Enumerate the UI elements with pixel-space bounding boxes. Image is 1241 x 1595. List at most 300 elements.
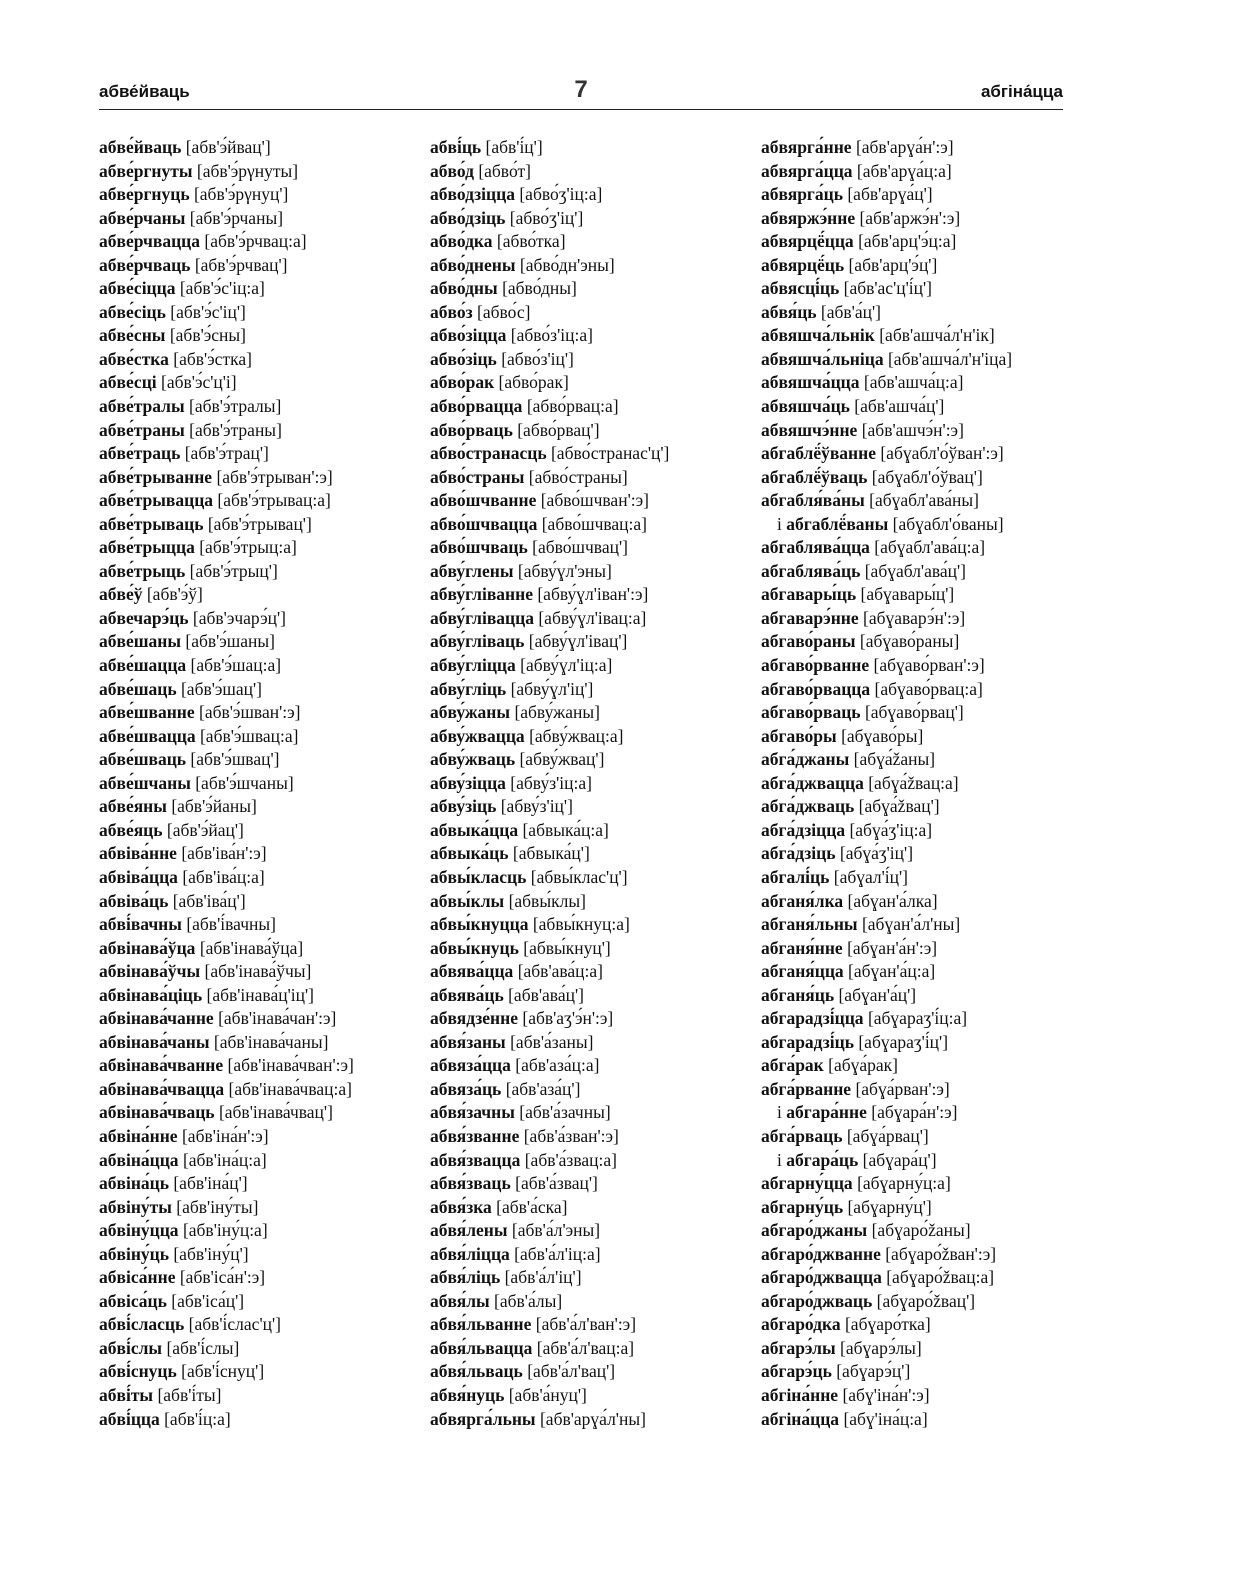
entry-transcription: [абв'інава́чан':э] <box>218 1008 337 1029</box>
entry-headword: абвінава́ўчы <box>99 961 201 982</box>
dictionary-entry <box>761 984 1071 1008</box>
entry-headword: абвяшча́льнік <box>761 325 875 346</box>
dictionary-entry <box>430 207 750 231</box>
entry-headword: абві́ць <box>430 137 482 157</box>
entry-headword: абве́шчаны <box>99 772 191 793</box>
entry-transcription: [абву́ɣл'іц'] <box>510 678 594 699</box>
entry-headword: абво́з <box>430 301 473 322</box>
entry-headword: абве́рчваць <box>99 254 191 275</box>
dictionary-entry <box>430 607 750 631</box>
entry-transcription: [абɣа́рван':э] <box>855 1078 950 1099</box>
dictionary-entry <box>430 701 750 725</box>
dictionary-entry <box>99 324 419 348</box>
dictionary-entry <box>99 136 419 160</box>
entry-headword: абгарэ́лы <box>761 1337 836 1358</box>
dictionary-entry <box>99 1149 419 1173</box>
entry-headword: абвіва́нне <box>99 843 177 864</box>
entry-transcription: [абво́с] <box>477 301 531 322</box>
entry-transcription: [абв'а́л'іц:а] <box>514 1243 601 1264</box>
entry-transcription: [абɣабл'ава́ны] <box>869 490 980 511</box>
entry-transcription: [абв'інава́чвац:а] <box>228 1078 352 1099</box>
dictionary-entry <box>99 842 419 866</box>
entry-transcription: [абɣарэ́ц'] <box>836 1361 911 1382</box>
dictionary-entry <box>761 230 1071 254</box>
dictionary-entry <box>430 301 750 325</box>
entry-headword: абвінава́чвацца <box>99 1078 225 1099</box>
entry-headword: абганя́ць <box>761 984 835 1005</box>
dictionary-entry <box>761 1290 1071 1314</box>
dictionary-entry <box>430 324 750 348</box>
header-right-guide-word: абгіна́цца <box>980 82 1063 101</box>
entry-transcription: [абву́жвац:а] <box>529 725 624 746</box>
dictionary-entry <box>99 1360 419 1384</box>
entry-headword: абгаро́джаны <box>761 1220 868 1241</box>
dictionary-entry <box>99 1172 419 1196</box>
entry-headword: абвярцё́цца <box>761 231 854 252</box>
entry-transcription: [абɣарну́ц'] <box>847 1196 932 1217</box>
entry-transcription: [абɣан'а́л'ны] <box>861 914 961 935</box>
entry-headword: абвя́ць <box>761 301 817 322</box>
entry-headword: абво́днены <box>430 254 516 275</box>
entry-transcription: [абв'арц'э́ц'] <box>848 254 938 275</box>
entry-transcription: [абв'і́слы] <box>166 1337 240 1358</box>
entry-headword: абгара́нне <box>786 1102 867 1123</box>
dictionary-entry <box>99 466 419 490</box>
entry-headword: абвіва́ць <box>99 890 169 911</box>
dictionary-entry <box>761 1078 1071 1102</box>
entry-transcription: [абвы́кнуц'] <box>523 937 611 958</box>
dictionary-entry <box>761 1266 1071 1290</box>
entry-prefix: і <box>777 1149 782 1170</box>
dictionary-entry <box>99 301 419 325</box>
entry-transcription: [абɣаро́žвац'] <box>876 1290 976 1311</box>
entry-headword: абвіна́нне <box>99 1125 178 1146</box>
dictionary-entry <box>430 1078 750 1102</box>
dictionary-entry <box>430 1031 750 1055</box>
dictionary-entry <box>430 1408 750 1432</box>
entry-headword: абву́гліцца <box>430 655 516 676</box>
entry-transcription: [абво́рвац:а] <box>526 396 619 417</box>
entry-transcription: [абво́рвац'] <box>517 419 600 440</box>
entry-transcription: [абв'а́зван':э] <box>523 1125 619 1146</box>
entry-transcription: [абв'ашча́л'н'іца] <box>887 348 1013 369</box>
entry-transcription: [абɣа́žвац'] <box>858 796 940 817</box>
dictionary-entry <box>99 1408 419 1432</box>
entry-transcription: [абв'а́заны] <box>510 1031 594 1052</box>
entry-headword: абве́ў <box>99 584 143 605</box>
dictionary-entry <box>761 701 1071 725</box>
entry-transcription: [абво́ʒ'іц:а] <box>519 184 603 205</box>
dictionary-entry <box>99 160 419 184</box>
entry-transcription: [абɣан'а́ц:а] <box>848 961 936 982</box>
dictionary-entry <box>761 442 1071 466</box>
entry-transcription: [абв'іну́ц:а] <box>182 1220 268 1241</box>
dictionary-entry <box>99 890 419 914</box>
dictionary-entry <box>761 1337 1071 1361</box>
dictionary-entry <box>761 1101 1071 1125</box>
entry-transcription: [абɣаварэ́н':э] <box>863 607 966 628</box>
dictionary-entry <box>430 795 750 819</box>
entry-transcription: [абɣаро́žвац:а] <box>886 1267 995 1288</box>
entry-transcription: [абв'ашчэ́н':э] <box>861 419 964 440</box>
dictionary-entry <box>99 1290 419 1314</box>
entry-transcription: [абв'э́шаны] <box>185 631 275 652</box>
entry-prefix: і <box>777 1102 782 1123</box>
entry-headword: абві́цца <box>99 1408 160 1429</box>
dictionary-entry <box>99 725 419 749</box>
dictionary-entry <box>430 937 750 961</box>
entry-transcription: [абву́ɣл'эны] <box>517 560 612 581</box>
dictionary-entry <box>99 772 419 796</box>
entry-headword: абгіна́цца <box>761 1408 840 1429</box>
entry-headword: абве́сіцца <box>99 278 176 299</box>
entry-transcription: [абв'інава́чвац'] <box>218 1102 333 1123</box>
entry-transcription: [абɣабл'ава́ц'] <box>864 560 967 581</box>
entry-transcription: [абв'ас'ц'і́ц'] <box>843 278 932 299</box>
dictionary-entry <box>430 1054 750 1078</box>
dictionary-entry <box>99 748 419 772</box>
entry-transcription: [абɣ'іна́н':э] <box>842 1384 930 1405</box>
entry-headword: абгаблё́ўваць <box>761 466 868 487</box>
entry-headword: абгавары́ць <box>761 584 857 605</box>
entry-transcription: [абв'а́звац'] <box>515 1173 598 1194</box>
entry-headword: абво́дзіць <box>430 207 506 228</box>
entry-headword: абві́ты <box>99 1384 154 1405</box>
entry-headword: абвя́лены <box>430 1220 508 1241</box>
dictionary-entry <box>430 536 750 560</box>
entry-transcription: [абв'э́трыван':э] <box>216 466 333 487</box>
entry-headword: абве́швацца <box>99 725 196 746</box>
dictionary-entry <box>761 842 1071 866</box>
entry-headword: абга́рваць <box>761 1125 843 1146</box>
entry-transcription: [абв'э́йац'] <box>166 819 244 840</box>
entry-transcription: [абв'арɣа́л'ны] <box>539 1408 646 1429</box>
entry-headword: абве́йваць <box>99 137 182 157</box>
dictionary-entry <box>761 1408 1071 1432</box>
entry-headword: абвінава́чванне <box>99 1055 224 1076</box>
entry-headword: абгаво́рванне <box>761 655 870 676</box>
entry-transcription: [абв'а́л'ван':э] <box>535 1314 637 1335</box>
dictionary-entry <box>761 348 1071 372</box>
entry-headword: абвя́лы <box>430 1290 490 1311</box>
dictionary-entry <box>430 1125 750 1149</box>
entry-headword: абве́сці <box>99 372 157 393</box>
entry-transcription: [абву́ɣл'івац'] <box>528 631 628 652</box>
dictionary-entry <box>99 395 419 419</box>
entry-headword: абве́яны <box>99 796 167 817</box>
dictionary-entry <box>99 913 419 937</box>
entry-headword: абгаво́рваць <box>761 702 861 723</box>
entry-transcription: [абв'э́рчаны] <box>189 207 284 228</box>
entry-transcription: [абв'а́л'іц'] <box>504 1267 582 1288</box>
entry-headword: абга́дзіцца <box>761 819 846 840</box>
entry-transcription: [абв'і́снуц'] <box>181 1361 265 1382</box>
entry-headword: абвя́зка <box>430 1196 492 1217</box>
entry-headword: абвяшча́льніца <box>761 348 884 369</box>
dictionary-entry <box>761 371 1071 395</box>
dictionary-entry <box>761 913 1071 937</box>
dictionary-entry <box>99 630 419 654</box>
dictionary-column-3 <box>761 136 1071 1431</box>
entry-transcription: [абɣа́žаны] <box>853 749 936 770</box>
dictionary-entry <box>761 960 1071 984</box>
dictionary-entry <box>99 1266 419 1290</box>
dictionary-entry <box>761 583 1071 607</box>
dictionary-entry <box>430 489 750 513</box>
entry-headword: абвыка́цца <box>430 819 519 840</box>
dictionary-entry <box>761 536 1071 560</box>
entry-transcription: [абɣаро́žван':э] <box>885 1243 997 1264</box>
entry-transcription: [абɣара́н':э] <box>871 1102 958 1123</box>
entry-transcription: [абв'э́рчвац:а] <box>204 231 307 252</box>
entry-transcription: [абву́ɣл'івац:а] <box>538 607 647 628</box>
dictionary-entry <box>430 230 750 254</box>
entry-headword: абвы́клы <box>430 890 505 911</box>
entry-headword: абвясці́ць <box>761 278 840 299</box>
entry-headword: абвя́льваць <box>430 1361 523 1382</box>
dictionary-entry <box>761 678 1071 702</box>
entry-transcription: [абв'арɣа́ц:а] <box>856 160 952 181</box>
entry-headword: абвіва́цца <box>99 866 178 887</box>
entry-transcription: [абɣаро́žаны] <box>871 1220 971 1241</box>
entry-transcription: [абв'арɣа́ц'] <box>847 184 933 205</box>
entry-transcription: [абв'а́ска] <box>496 1196 568 1217</box>
entry-headword: абгаво́раны <box>761 631 856 652</box>
entry-transcription: [абв'а́нуц'] <box>508 1384 587 1405</box>
dictionary-entry <box>430 136 750 160</box>
dictionary-entry <box>761 136 1071 160</box>
entry-transcription: [абв'э́траны] <box>189 419 282 440</box>
entry-transcription: [абɣаво́рвац'] <box>864 702 964 723</box>
entry-headword: абвя́ліцца <box>430 1243 510 1264</box>
entry-transcription: [абво́странас'ц'] <box>550 443 670 464</box>
entry-transcription: [абву́ɣл'іван':э] <box>537 584 649 605</box>
entry-headword: абво́зіць <box>430 348 497 369</box>
entry-headword: абве́ргнуць <box>99 184 190 205</box>
entry-transcription: [абɣара́ц'] <box>862 1149 937 1170</box>
entry-headword: абвяза́цца <box>430 1055 511 1076</box>
entry-headword: абвя́званне <box>430 1125 520 1146</box>
entry-transcription: [абв'э́трыц:а] <box>199 537 297 558</box>
entry-headword: абвыка́ць <box>430 843 509 864</box>
page-header <box>99 78 1063 108</box>
dictionary-entry <box>99 1078 419 1102</box>
entry-headword: абвя́звацца <box>430 1149 521 1170</box>
entry-transcription: [абв'э́с'іц'] <box>170 301 246 322</box>
entry-transcription: [абɣа́рвац'] <box>846 1125 929 1146</box>
entry-headword: абвінава́чанне <box>99 1008 214 1029</box>
entry-headword: абвярга́льны <box>430 1408 536 1429</box>
dictionary-entry <box>430 277 750 301</box>
dictionary-entry <box>430 560 750 584</box>
entry-transcription: [абво́страны] <box>528 466 628 487</box>
dictionary-entry <box>430 442 750 466</box>
dictionary-entry <box>99 419 419 443</box>
entry-headword: абгарадзі́цца <box>761 1008 864 1029</box>
dictionary-entry <box>430 466 750 490</box>
entry-headword: абганя́цца <box>761 961 844 982</box>
dictionary-column-2 <box>430 136 750 1431</box>
entry-transcription: [абв'э́йаны] <box>171 796 257 817</box>
entry-transcription: [абв'ашча́л'н'ік] <box>879 325 995 346</box>
entry-transcription: [абв'э́рγнуты] <box>196 160 299 181</box>
entry-transcription: [абɣа́žвац:а] <box>868 772 959 793</box>
entry-headword: абвя́ліць <box>430 1267 501 1288</box>
entry-transcription: [абв'ашча́ц:а] <box>863 372 964 393</box>
entry-headword: абвіну́ты <box>99 1196 172 1217</box>
entry-transcription: [абво́тка] <box>496 231 566 252</box>
entry-headword: абгаблява́цца <box>761 537 870 558</box>
dictionary-entry <box>761 890 1071 914</box>
entry-headword: абво́д <box>430 160 474 181</box>
dictionary-entry <box>761 324 1071 348</box>
entry-transcription: [абв'э́с'іц:а] <box>179 278 265 299</box>
entry-headword: абві́слы <box>99 1337 163 1358</box>
dictionary-entry <box>761 1125 1071 1149</box>
entry-headword: абво́шчвацца <box>430 513 538 534</box>
dictionary-entry <box>99 678 419 702</box>
dictionary-entry <box>761 725 1071 749</box>
dictionary-entry <box>99 560 419 584</box>
entry-transcription: [абво́т] <box>478 160 531 181</box>
dictionary-entry <box>99 866 419 890</box>
dictionary-entry <box>99 230 419 254</box>
dictionary-entry <box>761 395 1071 419</box>
entry-transcription: [абво́з'іц:а] <box>510 325 593 346</box>
entry-transcription: [абɣабл'о́ваны] <box>892 513 1004 534</box>
dictionary-entry <box>99 1196 419 1220</box>
dictionary-entry <box>99 207 419 231</box>
entry-transcription: [абɣабл'ава́ц:а] <box>874 537 986 558</box>
entry-headword: абвя́льванне <box>430 1314 532 1335</box>
entry-headword: абве́траны <box>99 419 185 440</box>
dictionary-entry <box>430 960 750 984</box>
dictionary-entry <box>761 607 1071 631</box>
entry-transcription: [абв'ашча́ц'] <box>854 396 945 417</box>
entry-headword: абганя́лка <box>761 890 844 911</box>
entry-headword: абвіса́ць <box>99 1290 167 1311</box>
entry-headword: абве́тралы <box>99 396 185 417</box>
entry-headword: абгаро́дка <box>761 1314 841 1335</box>
dictionary-entry <box>430 1101 750 1125</box>
entry-transcription: [абвы́клы] <box>508 890 586 911</box>
entry-transcription: [абв'інава́ўчы] <box>204 961 312 982</box>
entry-transcription: [абɣан'а́н':э] <box>847 937 938 958</box>
entry-transcription: [абв'аза́ц:а] <box>515 1055 600 1076</box>
dictionary-entry <box>430 1266 750 1290</box>
entry-headword: абвечарэ́ць <box>99 607 189 628</box>
entry-transcription: [абв'а́л'эны] <box>511 1220 601 1241</box>
entry-transcription: [абв'ава́ц'] <box>508 984 584 1005</box>
dictionary-entry <box>99 254 419 278</box>
dictionary-entry <box>99 1384 419 1408</box>
entry-transcription: [абɣаво́ры] <box>841 725 924 746</box>
entry-transcription: [абв'іва́ц:а] <box>182 866 265 887</box>
entry-transcription: [абɣаво́раны] <box>859 631 960 652</box>
entry-headword: абву́жвацца <box>430 725 525 746</box>
entry-transcription: [абɣаво́рван':э] <box>873 655 985 676</box>
entry-headword: абвяржэ́нне <box>761 207 856 228</box>
dictionary-column-1 <box>99 136 419 1431</box>
dictionary-entry <box>99 960 419 984</box>
dictionary-entry <box>99 1337 419 1361</box>
dictionary-entry <box>761 183 1071 207</box>
entry-transcription: [абɣан'а́ц'] <box>838 984 917 1005</box>
entry-transcription: [абɣан'а́лка] <box>847 890 938 911</box>
dictionary-entry <box>430 395 750 419</box>
entry-headword: абвы́кнуцца <box>430 914 529 935</box>
entry-headword: абвярга́нне <box>761 137 852 157</box>
dictionary-entry <box>761 207 1071 231</box>
dictionary-entry <box>761 1243 1071 1267</box>
entry-headword: абгарну́ць <box>761 1196 844 1217</box>
entry-headword: абгаблява́ць <box>761 560 861 581</box>
entry-headword: абвярга́ць <box>761 184 843 205</box>
entry-headword: абву́глівацца <box>430 607 534 628</box>
entry-headword: абга́рванне <box>761 1078 852 1099</box>
dictionary-entry <box>99 1125 419 1149</box>
entry-headword: абво́дка <box>430 231 493 252</box>
entry-transcription: [абɣарэ́лы] <box>840 1337 922 1358</box>
entry-headword: абвя́нуць <box>430 1384 505 1405</box>
entry-headword: абве́сіць <box>99 301 166 322</box>
dictionary-entry <box>761 654 1071 678</box>
entry-headword: абве́трывацца <box>99 490 214 511</box>
entry-transcription: [абв'іну́ц'] <box>173 1243 249 1264</box>
entry-transcription: [абв'і́ц:а] <box>164 1408 231 1429</box>
entry-transcription: [абву́жаны] <box>514 702 600 723</box>
dictionary-entry <box>430 371 750 395</box>
dictionary-entry <box>761 1196 1071 1220</box>
entry-headword: абве́трыцца <box>99 537 195 558</box>
dictionary-entry <box>99 795 419 819</box>
entry-transcription: [абв'а́л'вац'] <box>527 1361 616 1382</box>
dictionary-entry <box>761 1054 1071 1078</box>
entry-headword: абві́вачны <box>99 914 182 935</box>
dictionary-entry <box>99 937 419 961</box>
entry-headword: абве́ргнуты <box>99 160 193 181</box>
entry-transcription: [абɣавары́ц'] <box>860 584 955 605</box>
dictionary-entry <box>99 1007 419 1031</box>
entry-headword: абве́трыванне <box>99 466 213 487</box>
dictionary-entry <box>761 419 1071 443</box>
dictionary-entry <box>430 254 750 278</box>
dictionary-entry <box>761 819 1071 843</box>
dictionary-entry <box>761 1384 1071 1408</box>
entry-transcription: [абв'э́рчвац'] <box>194 254 288 275</box>
dictionary-entry <box>99 654 419 678</box>
entry-headword: абгалі́ць <box>761 866 830 887</box>
entry-transcription: [абɣараʒ'і́ц'] <box>858 1031 949 1052</box>
entry-headword: абга́джвацца <box>761 772 864 793</box>
dictionary-entry <box>430 1007 750 1031</box>
entry-transcription: [абвыка́ц:а] <box>522 819 609 840</box>
dictionary-entry <box>430 630 750 654</box>
entry-headword: абганя́нне <box>761 937 843 958</box>
entry-headword: абву́жаны <box>430 702 511 723</box>
entry-transcription: [абву́жвац'] <box>519 749 605 770</box>
entry-headword: абвы́кнуць <box>430 937 519 958</box>
entry-transcription: [абɣа́ʒ'іц:а] <box>849 819 933 840</box>
entry-headword: абгабля́ва́ны <box>761 490 865 511</box>
entry-transcription: [абв'інава́чван':э] <box>227 1055 354 1076</box>
entry-transcription: [абɣал'і́ц'] <box>833 866 909 887</box>
entry-headword: абвіна́ць <box>99 1173 169 1194</box>
entry-headword: абву́глены <box>430 560 514 581</box>
dictionary-entry <box>761 513 1071 537</box>
page-number: 7 <box>574 76 588 103</box>
dictionary-entry <box>430 984 750 1008</box>
